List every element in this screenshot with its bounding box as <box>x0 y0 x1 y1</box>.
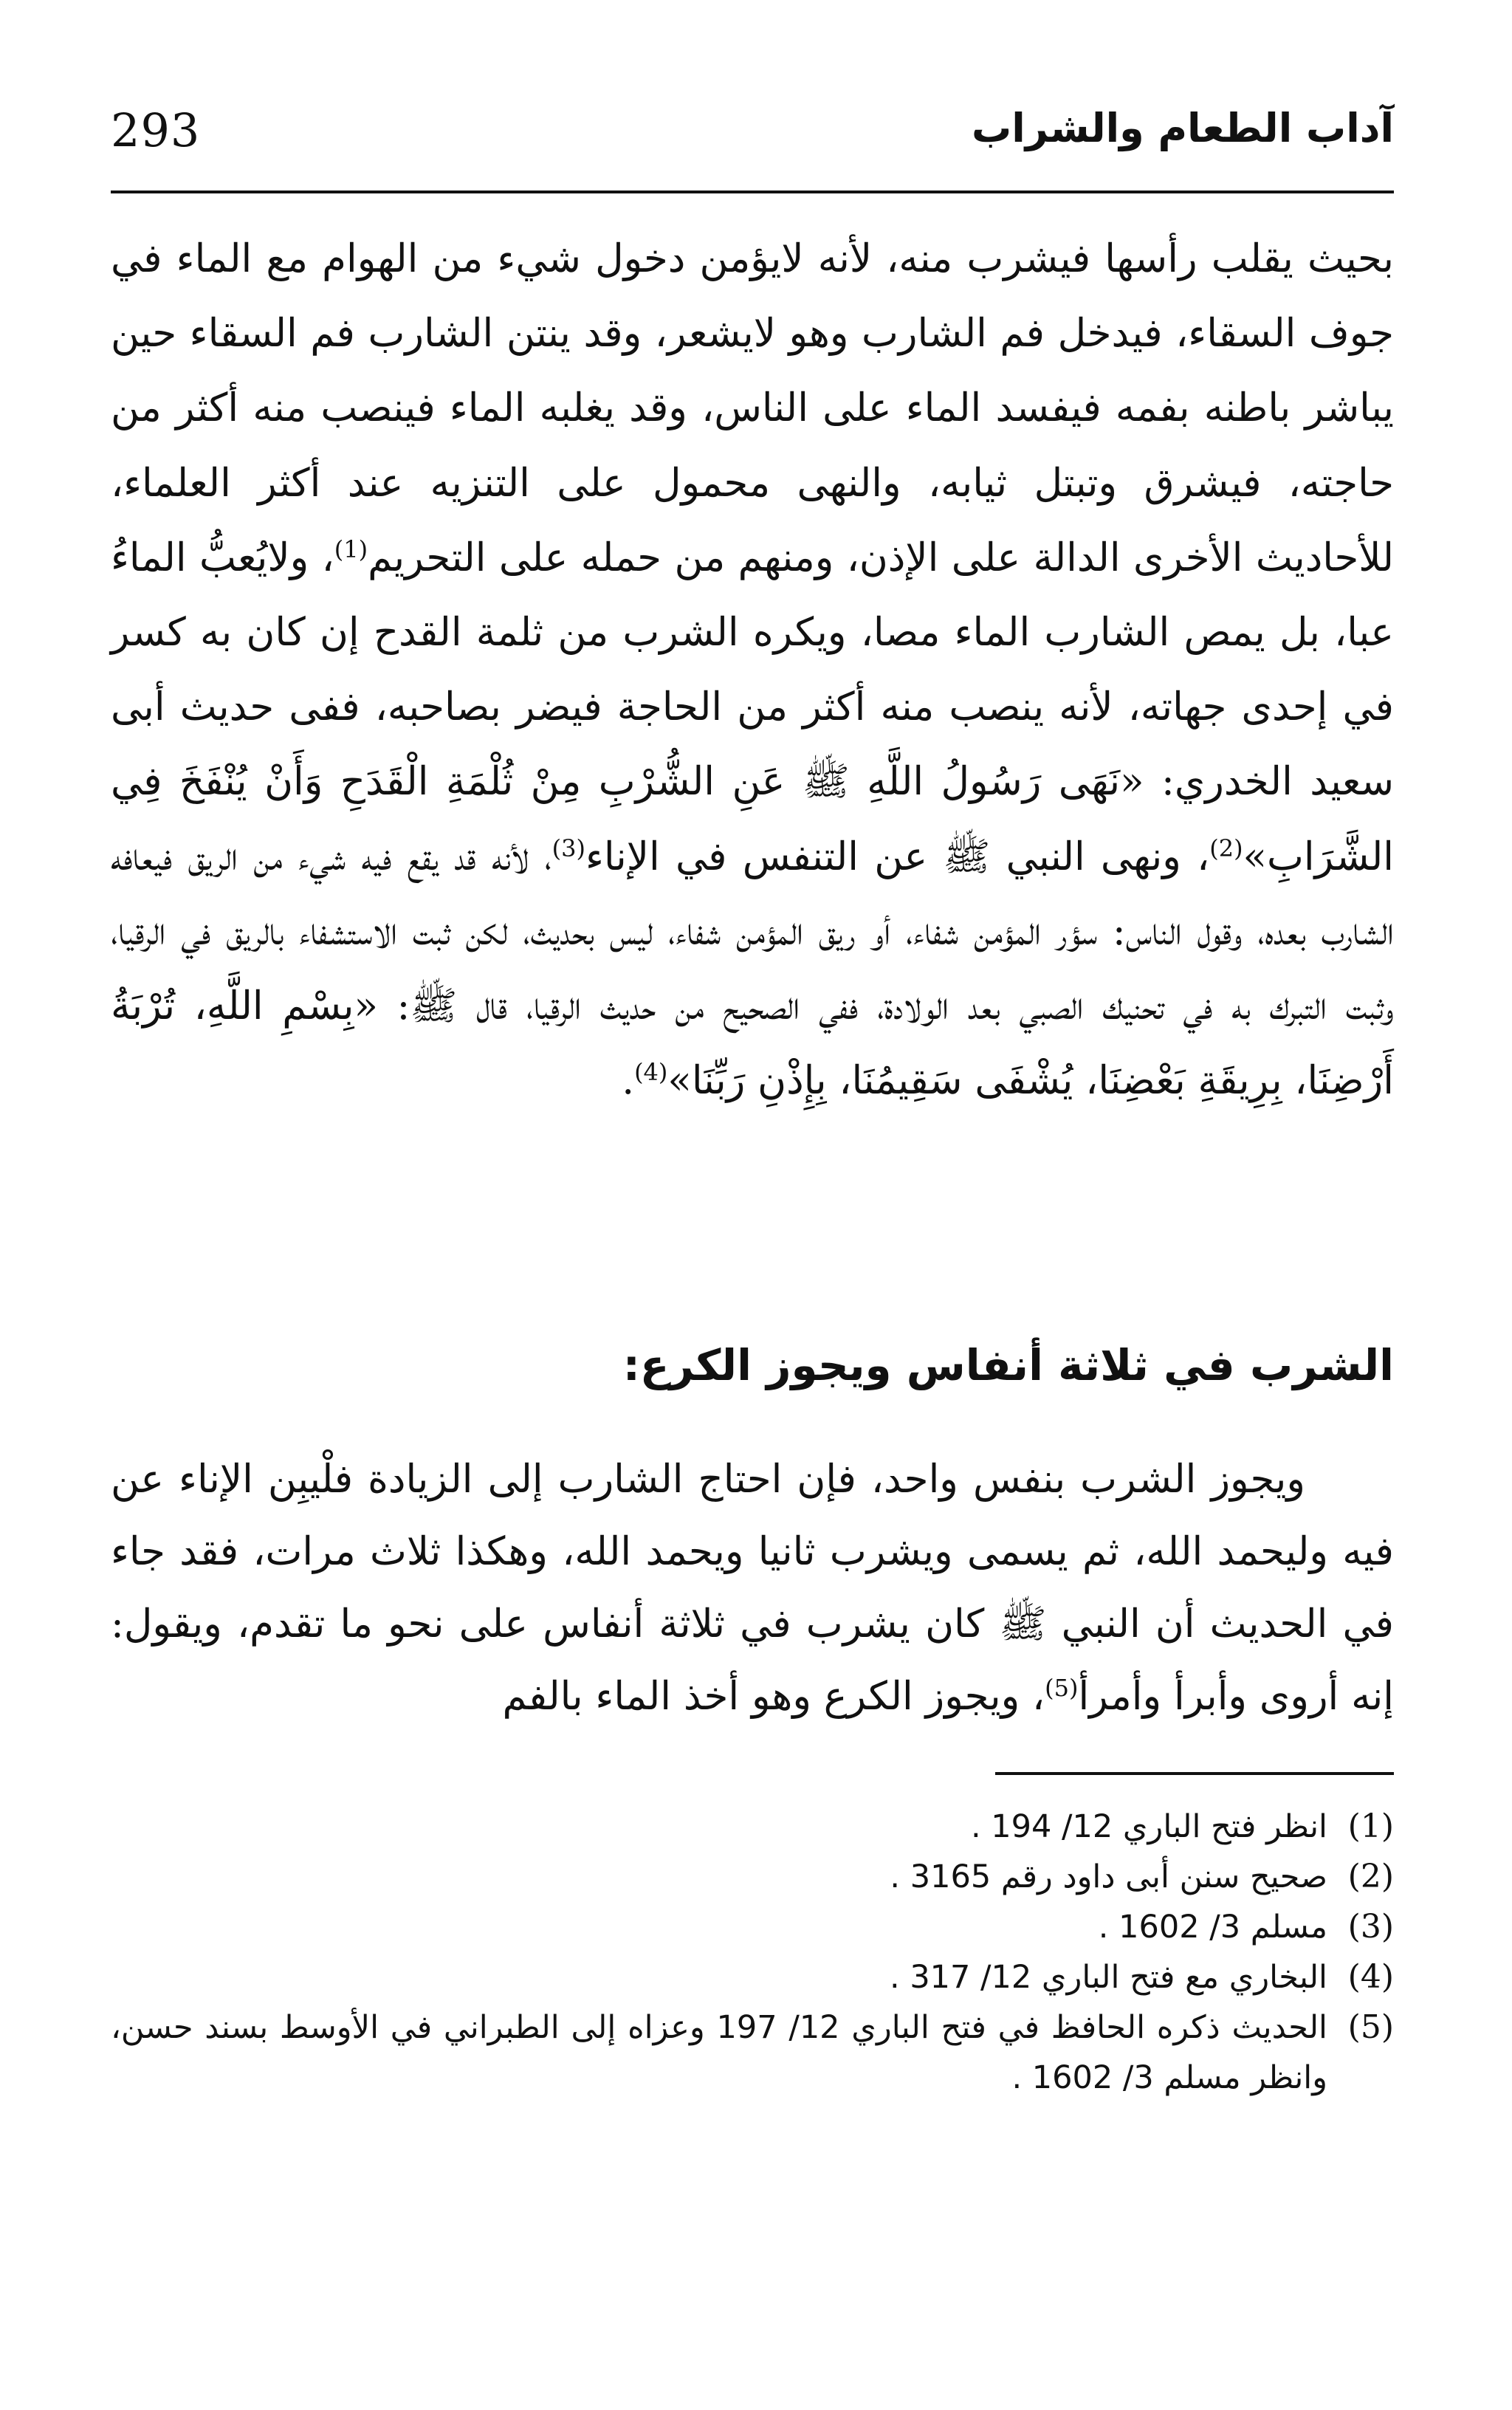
footnote-number: (1) <box>1347 1808 1394 1845</box>
footnote-divider <box>995 1772 1394 1775</box>
paragraph-text: ، لأنه قد يقع فيه شيء من الريق فيعافه الشارب بعده، وقول الناس: سؤر المؤمن شفاء، أو ريق المؤمن شفاء، ليس بحديث، لكن ثبت الاستشفاء بالريق في الرقيا، وثبت التبرك به في تحنيك الصبي بعد الولادة، ففي الصحيح من حديث الرقيا، قال ﷺ: <box>111 834 1394 1029</box>
paragraph-text: ، ولايُعبُّ الماءُ عبا، بل يمص الشارب الماء مصا، ويكره الشرب من ثلمة القدح إن كان به كسر في إحدى جهاته، لأنه ينصب منه أكثر من الحاجة فيضر بصاحبه، ففى حديث أبى سعيد الخدري: <box>111 535 1394 805</box>
footnote-number: (4) <box>1347 1958 1394 1996</box>
footnote-item <box>111 2002 1394 2103</box>
paragraph-text: ، ويجوز الكرع وهو أخذ الماء بالفم <box>502 1674 1045 1719</box>
body-paragraph-1 <box>111 222 1394 1351</box>
paragraph-text: بحيث يقلب رأسها فيشرب منه، لأنه لايؤمن دخول شيء من الهوام مع الماء في جوف السقاء، فيدخل فم الشارب وهو لايشعر، وقد ينتن الشارب فم السقاء حين يباشر باطنه بفمه فيفسد الماء على الناس، وقد يغلبه الماء فينصب منه أكثر من حاجته، فيشرق وتبتل ثيابه، والنهى محمول على التنزيه عند أكثر العلماء، للأحاديث الأخرى الدالة على الإذن، ومنهم من حمله على التحريم <box>111 236 1394 580</box>
footnote-item <box>111 1802 1394 1852</box>
footnote-text: انظر فتح الباري 12/ 194 . <box>970 1808 1327 1845</box>
page-header <box>111 89 1394 177</box>
running-title: آداب الطعام والشراب <box>972 105 1394 151</box>
page-number: 293 <box>111 103 201 157</box>
footnote-text: البخاري مع فتح الباري 12/ 317 . <box>889 1959 1327 1996</box>
footnote-text: الحديث ذكره الحافظ في فتح الباري 12/ 197 وعزاه إلى الطبراني في الأوسط بسند حسن، وانظر مسلم 3/ 1602 . <box>111 2009 1328 2096</box>
footnote-item <box>111 1852 1394 1902</box>
footnote-ref-3: (3) <box>551 834 585 862</box>
footnote-item <box>111 1902 1394 1952</box>
paragraph-text: ويجوز الشرب بنفس واحد، فإن احتاج الشارب إلى الزيادة فلْيبِن الإناء عن فيه وليحمد الله، ثم يسمى ويشرب ثانيا ويحمد الله، وهكذا ثلاث مرات، فقد جاء في الحديث أن النبي ﷺ كان يشرب في ثلاثة أنفاس على نحو ما تقدم، ويقول: إنه أروى وأبرأ وأمرأ <box>111 1457 1395 1719</box>
footnote-text: مسلم 3/ 1602 . <box>1098 1909 1327 1946</box>
footnote-ref-1: (1) <box>334 535 368 563</box>
hadith-quote: «بِسْمِ اللَّهِ، تُرْبَةُ أَرْضِنَا، بِرِيقَةِ بَعْضِنَا، يُشْفَى سَقِيمُنَا، بِإِذْنِ رَبِّنَا» <box>111 983 1394 1104</box>
footnote-ref-2: (2) <box>1209 834 1243 862</box>
footnote-number: (5) <box>1347 2008 1394 2046</box>
section-heading: الشرب في ثلاثة أنفاس ويجوز الكرع: <box>622 1340 1394 1390</box>
paragraph-text: . <box>622 1058 635 1104</box>
footnote-item <box>111 1952 1394 2002</box>
footnote-number: (3) <box>1347 1908 1394 1946</box>
footnote-number: (2) <box>1347 1858 1394 1895</box>
paragraph-text: ، ونهى النبي ﷺ عن التنفس في الإناء <box>585 834 1210 879</box>
header-divider <box>111 190 1394 193</box>
hadith-quote: «نَهَى رَسُولُ اللَّهِ ﷺ عَنِ الشُّرْبِ مِنْ ثُلْمَةِ الْقَدَحِ وَأَنْ يُنْفَخَ فِي الشَّرَابِ» <box>111 759 1394 879</box>
footnote-ref-4: (4) <box>634 1058 668 1087</box>
footnotes-list <box>111 1802 1394 2103</box>
footnote-text: صحيح سنن أبى داود رقم 3165 . <box>890 1858 1327 1895</box>
footnote-ref-5: (5) <box>1045 1674 1079 1702</box>
body-paragraph-2 <box>111 1443 1394 1768</box>
